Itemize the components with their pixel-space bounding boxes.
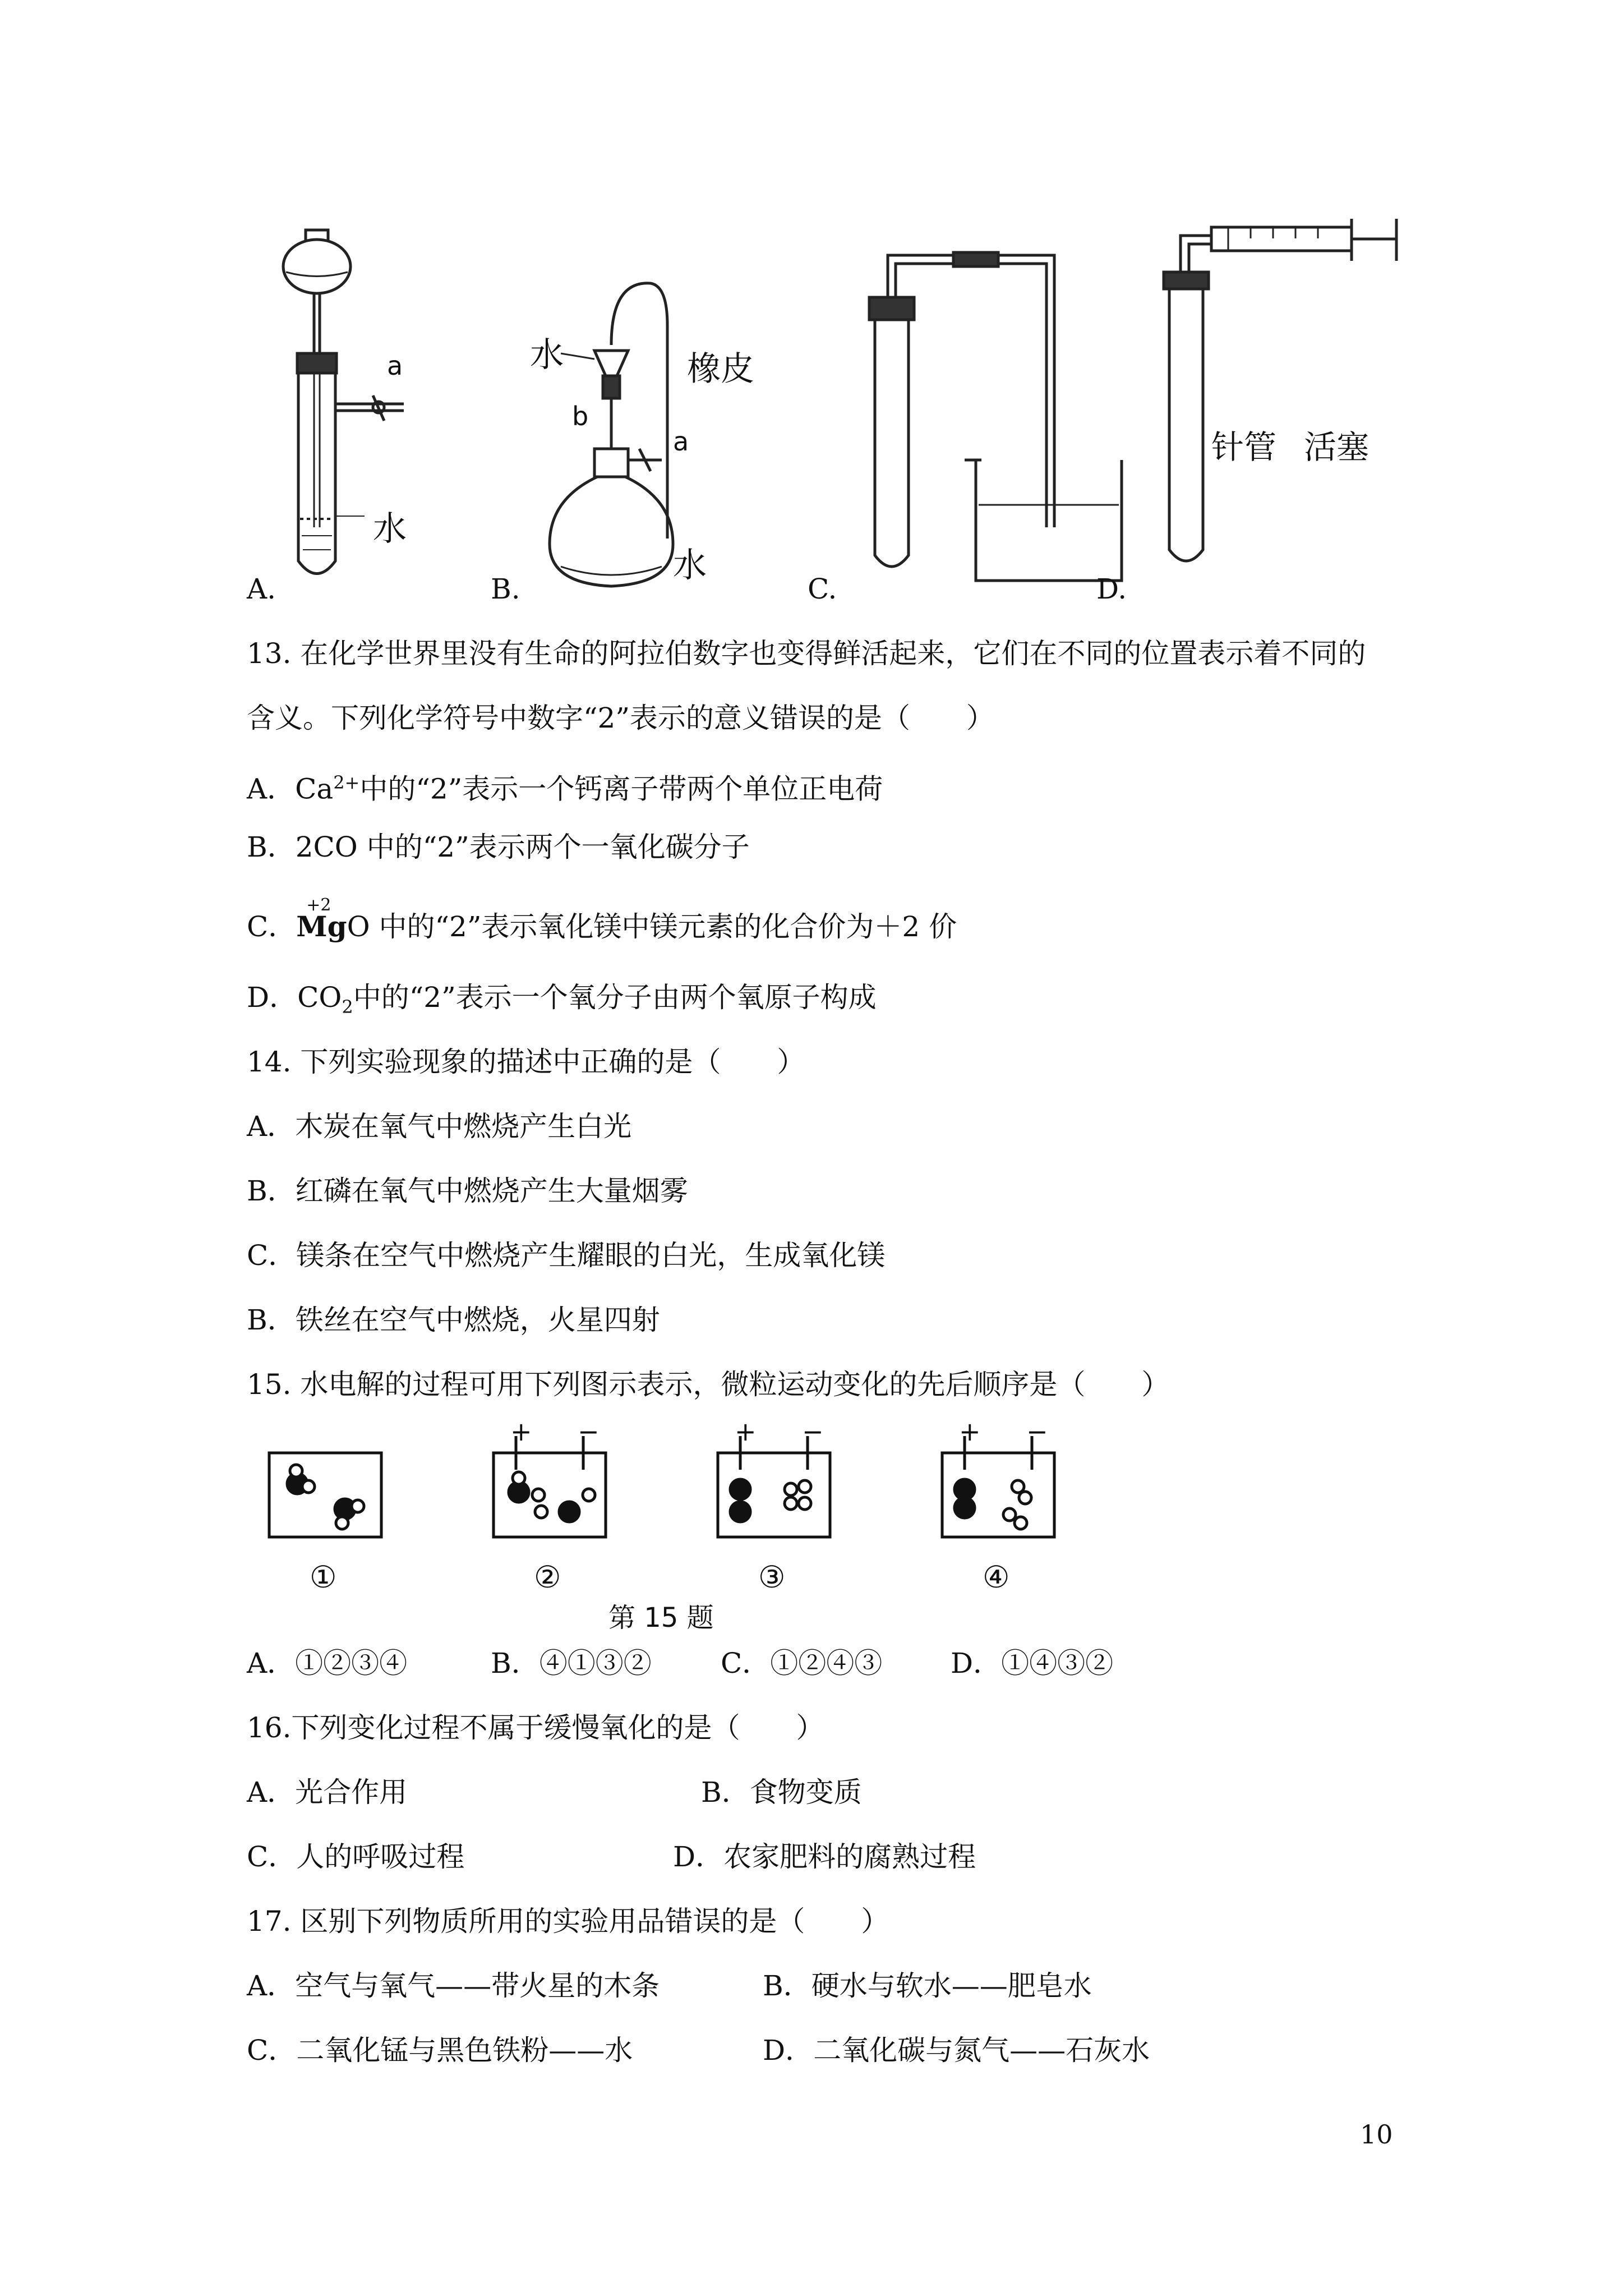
q16-option-c: C．人的呼吸过程: [247, 1841, 465, 1873]
q16-option-b: B．食物变质: [701, 1776, 862, 1809]
q13-c-text: O 中的“2”表示氧化镁中镁元素的化合价为＋2 价: [347, 910, 957, 943]
q17-option-d: D．二氧化碳与氮气——石灰水: [763, 2034, 1150, 2067]
label-a-valve: a: [387, 351, 403, 381]
label-needle: 针管: [1211, 428, 1277, 466]
apparatus-b-drawing: [550, 283, 673, 586]
label-a-flask: a: [673, 426, 689, 457]
q15-p3-plus: +: [735, 1416, 757, 1447]
q13-stem-line1: 13. 在化学世界里没有生命的阿拉伯数字也变得鲜活起来，它们在不同的位置表示着不同的: [247, 637, 1366, 670]
q13-option-d: [247, 981, 877, 1024]
q13-d-prefix: D．CO: [247, 981, 342, 1014]
q15-panel-4-drawing: [942, 1436, 1054, 1537]
label-water-b-top: 水: [530, 335, 564, 375]
apparatus-c-drawing: [869, 252, 1122, 581]
q15-p2-plus: +: [510, 1416, 532, 1447]
q15-panel-3-drawing: [718, 1436, 830, 1537]
q15-option-a: A．①②③④: [247, 1647, 408, 1680]
q13-c-mg: Mg: [296, 910, 347, 943]
q13-a-sup: 2+: [333, 772, 360, 793]
q15-p3-minus: −: [802, 1416, 824, 1447]
q13-option-a: [247, 766, 883, 806]
q15-panel-label-4: ④: [983, 1559, 1010, 1595]
q13-d-sub: 2: [342, 996, 353, 1018]
q14-option-b: B．红磷在氧气中燃烧产生大量烟雾: [247, 1175, 688, 1207]
apparatus-figure: [224, 213, 1430, 617]
page-number: 10: [1360, 2119, 1393, 2150]
q15-panel-label-2: ②: [534, 1559, 561, 1595]
label-rubber: 橡皮: [687, 349, 754, 389]
apparatus-d-drawing: [1164, 219, 1396, 561]
q13-stem-line2: 含义。下列化学符号中数字“2”表示的意义错误的是（ ）: [247, 702, 994, 734]
q13-option-b: B．2CO 中的“2”表示两个一氧化碳分子: [247, 831, 750, 863]
apparatus-option-b: B.: [491, 573, 520, 605]
q15-p4-minus: −: [1026, 1416, 1048, 1447]
q15-option-b: B．④①③②: [491, 1647, 652, 1680]
q15-p2-minus: −: [578, 1416, 600, 1447]
q17-stem: 17. 区别下列物质所用的实验用品错误的是（ ）: [247, 1905, 889, 1938]
q14-option-c: C．镁条在空气中燃烧产生耀眼的白光，生成氧化镁: [247, 1239, 886, 1272]
q14-option-a: A．木炭在氧气中燃烧产生白光: [247, 1110, 632, 1143]
q13-c-valence: +2: [306, 895, 331, 915]
apparatus-option-c: C.: [808, 573, 837, 605]
label-water-b-bottom: 水: [673, 546, 707, 585]
q15-option-c: C．①②④③: [721, 1647, 883, 1680]
q16-option-d: D．农家肥料的腐熟过程: [673, 1841, 976, 1873]
q15-figure-caption: 第 15 题: [608, 1602, 714, 1634]
q14-stem: 14. 下列实验现象的描述中正确的是（ ）: [247, 1046, 805, 1078]
q13-option-c: [247, 895, 957, 944]
q13-a-prefix: A．Ca: [247, 772, 334, 806]
q17-option-a: A．空气与氧气——带火星的木条: [247, 1970, 660, 2002]
apparatus-option-d: D.: [1096, 573, 1127, 605]
label-plunger: 活塞: [1304, 428, 1370, 466]
q15-panel-label-1: ①: [310, 1559, 337, 1595]
q13-a-text: 中的“2”表示一个钙离子带两个单位正电荷: [359, 772, 883, 806]
q15-panel-1-drawing: [269, 1453, 381, 1537]
q17-option-c: C．二氧化锰与黑色铁粉——水: [247, 2034, 633, 2067]
q15-p4-plus: +: [959, 1416, 981, 1447]
q14-option-d: B．铁丝在空气中燃烧，火星四射: [247, 1304, 660, 1336]
q16-option-a: A．光合作用: [247, 1776, 408, 1809]
label-water-a: 水: [373, 509, 407, 549]
q13-c-prefix: C．: [247, 910, 297, 943]
q15-panel-2-drawing: [494, 1436, 606, 1537]
q15-panel-label-3: ③: [758, 1559, 786, 1595]
q17-option-b: B．硬水与软水——肥皂水: [763, 1970, 1092, 2002]
q13-d-text: 中的“2”表示一个氧分子由两个氧原子构成: [353, 981, 877, 1014]
q15-option-d: D．①④③②: [951, 1647, 1114, 1680]
apparatus-option-a: A.: [247, 573, 276, 605]
q16-stem: 16.下列变化过程不属于缓慢氧化的是（ ）: [247, 1711, 824, 1744]
label-b: b: [572, 401, 589, 431]
q15-stem: 15. 水电解的过程可用下列图示表示，微粒运动变化的先后顺序是（ ）: [247, 1368, 1170, 1401]
